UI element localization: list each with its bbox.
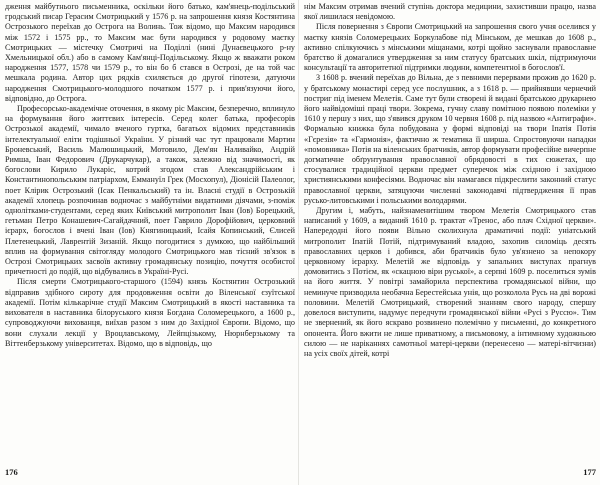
left-page [5,2,295,480]
gutter-divider [298,0,299,485]
paragraph: Професорсько-академічне оточення, в якому ріс Максим, безперечно, вплинуло на формування його життєвих інтересів. Серед колег батька, професорів Острозької академії, чимало вченого гуртка, багатьох відомих представників інтелектуальної еліти тодішньої України. У різний час тут працювали Мартин Броневський, Василь Малюшицький, Мотовило, Дем'ян Наливайко, Андрій Римша, Іван Федорович (Друкарчукар), а також, залежно від значимості, як богослови Кирило Лукаріс, котрий згодом став Александрійським і Константинопольським патріархом, Еммануїл Грек (Мосхопул), Діонісій Палеолог, поет Клірик Острозький (Ісак Пенкальський) та ін. Власні студії в Острозькій академії хлопець розпочинав водночас з майбутніми видатними діячами, з-поміж однолітками-студентами, серед яких Київський митрополит Іван (Іов) Борецький, гетьман Петро Конашевич-Сагайдачний, поет Гаврило Дорофійович, церковний ієрарх, богослов і вчені Іван (Іов) Княгиницький, Ісайя Копинський, Єлисей Плетенецький, Лаврентій Зизаній. Якщо погодитися з думкою, що найбільший вплив на формування світогляду молодого Смотрицького мав тісний зв'язок в Острозі Смотрицьких засвоїв активну громадянську позицію, почуття особистої причетності до подій, що відбувались в Україні-Русі. [5,104,295,277]
right-page [304,2,596,480]
paragraph: дження майбутнього письменника, оскільки його батько, кам'янець-подільський гродський писар Герасим Смотрицький у 1576 р. на запрошення князя Костянтина Острозького переїхав до Острога на Волинь. Тож відомо, що Максим народився між 1572 і 1575 рр., то Максим має бути народився у родовому маєтку Смотрицьких — містечку Смотричі на Поділлі (нині Дунаєвецького р-ну Хмельницької обл.) або в самому Кам'янці-Подільському. Якщо ж вважати роком народження 1577, 1578 чи 1579 р., то він бо б стався в Острозі, де на той час мешкала родина. Автор цих рядків схиляється до другої гіпотези, датуючи народження Смотрицького-молодшого початком 1577 р. і прив'язуючи його, відповідно, до Острога. [5,2,295,103]
page-number: 176 [5,467,18,477]
paragraph: Після смерти Смотрицького-старшого (1594) князь Костянтин Острозький відправив здібного сироту для продовження освіти до Віленської єзуїтської академії. Потім кількарічне студії Максим Смотрицький в якості наставника та вихователя в наставника білоруського князя Богдана Соломерецького, а 1600 р., супроводжуючи вихованця, виїхав разом з ним до Західної Європи. Відомо, що вони слухали лекції у Вроцлавському, Лейпцізькому, Нюрнберзькому та Віттенберзькому університетах. Відомо, що в відповідь, що [5,277,295,348]
page-number: 177 [583,467,596,477]
paragraph: Після повернення з Європи Смотрицький на запрошення свого учня оселився у маєтку князів Соломерецьких Боркулабове під Мінськом, де мешкав до 1608 р., активно спілкуючись з мінськими міщанами, котрі щойно заснували православне братство й домагалися утвердження за ним статусу братських шкіл, підтримуючи консультації та авторитетної підтримки людини, компетентної в богослов'ї. [304,22,596,73]
paragraph: З 1608 р. вчений переїхав до Вільна, де з певними перервами прожив до 1620 р. у братському монастирі серед усе послушник, а з 1618 р. — прийнявши чернечий постриг під іменем Мелетія. Саме тут були створені й видані братською друкарнею його найвідоміші праці твори. Зокрема, гучну славу помітною появою полеміки у 1610 у першу з них, що з'явився друком 10 червня 1608 р. під назвою «Антиграфи». Формально книжка була побудована у формі відповіді на твори Іпатія Потія «Гєрезія» та «Гармонія», фактично ж тематика її ширша. Спростовуючи нападки «помовника» Потія на віленських братчиків, автор формувати професійне вичерпне догматичне обґрунтування православної обрядовості в тих сюжетах, що стосувалися традиційної церкви предмет суперечок між східною і західною християнськими конфесіями. Водночас він намагався підкреслити законний статус православної церкви, затяцуючи численні законодавчі підтвердження її прав русько-литовськими і польськими володарями. [304,73,596,205]
paragraph: Другим і, мабуть, найзнаменитішим твором Мелетія Смотрицького став написаний у 1609, а виданий 1610 р. трактат «Тренос, або плач Східної церкви». Напередодні його появи Вільно сколихнула драматичні події: уніатський митрополит Іпатій Потій, підтримуваний владою, захопив силоміць десять православних церков і добився, аби братчиків було ув'язнено за непокору церковному ієрарху. Мелетій же відповідь у запальних виступах прагнув домовитись з Потієм, як «скацною віри руської», а серпні 1609 р. поселиться зумів на його життя. У повітрі замайорила перспектива громадянської війни, що неминуче призводила необачна Берестейська унія, що розколола Русь на дві ворожі половини. Мелетій Смотрицький, створений знанням свого народу, спершу довелося виступити, надумує передчути громадянської війни «Русі з Руссю». Тим не звернений, як його яскраво розвинено полемічно у письменні, до конкретного опонента. Його вжити не лише приватному, а письмовому, а інтимному художньою силою — не наріканнях самотньої матері-церкви (перенесено — матері-вітчизни) на усіх своїх дітей, котрі [304,206,596,358]
paragraph: нім Максим отримав вчений ступінь доктора медицини, захистивши працю, назва якої лишилася невідомою. [304,2,596,22]
